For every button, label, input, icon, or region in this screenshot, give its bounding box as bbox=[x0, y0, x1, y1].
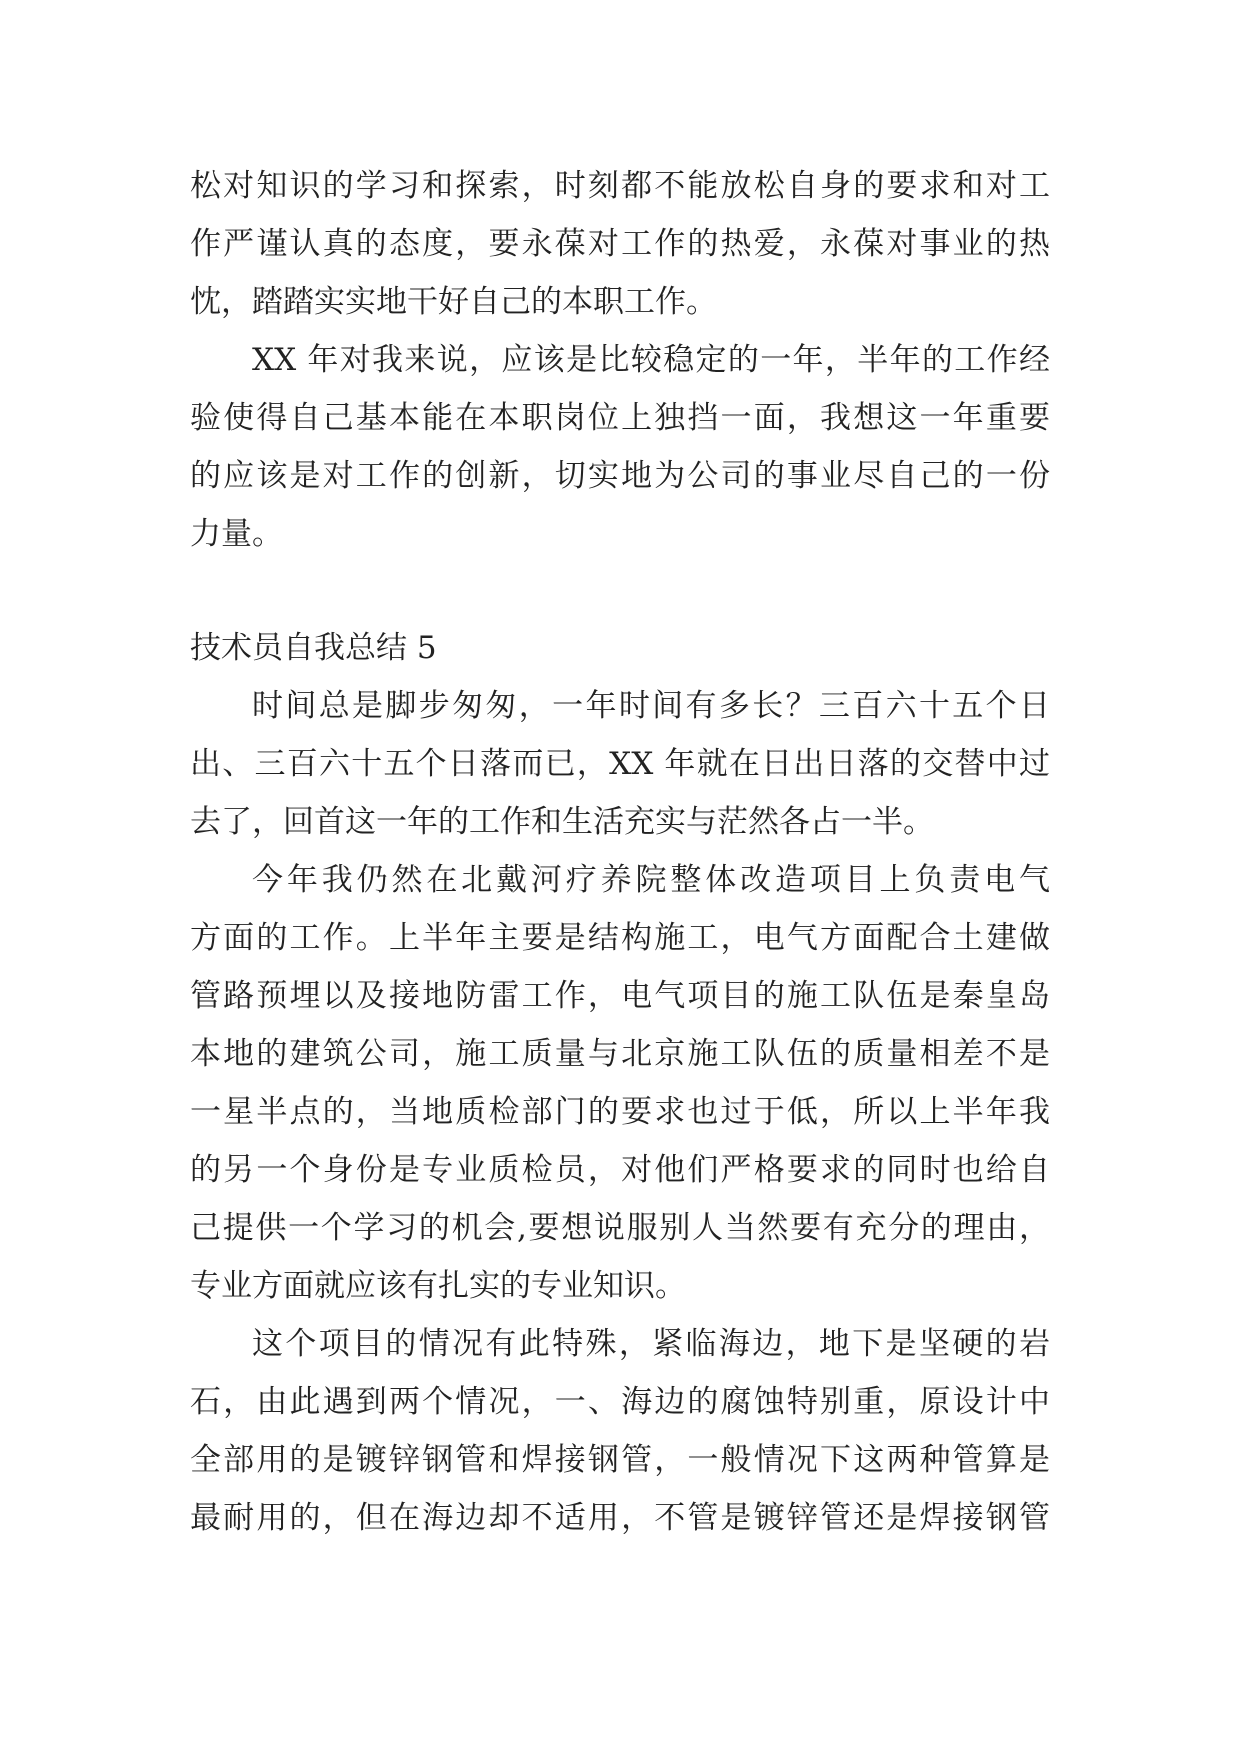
paragraph-line: 己提供一个学习的机会,要想说服别人当然要有充分的理由， bbox=[190, 1210, 1050, 1246]
paragraph-line: 管路预埋以及接地防雷工作，电气项目的施工队伍是秦皇岛 bbox=[190, 978, 1050, 1014]
paragraph-line: 的另一个身份是专业质检员，对他们严格要求的同时也给自 bbox=[190, 1152, 1050, 1188]
paragraph-line: 验使得自己基本能在本职岗位上独挡一面，我想这一年重要 bbox=[190, 400, 1050, 436]
section-spacer bbox=[190, 563, 1050, 619]
paragraph-line: 专业方面就应该有扎实的专业知识。 bbox=[190, 1268, 686, 1304]
paragraph-line: 时间总是脚步匆匆，一年时间有多长？三百六十五个日 bbox=[252, 688, 1050, 724]
paragraph-line: 今年我仍然在北戴河疗养院整体改造项目上负责电气 bbox=[252, 862, 1050, 898]
continuation-paragraph bbox=[190, 157, 1050, 331]
section-heading: 技术员自我总结 5 bbox=[190, 630, 437, 666]
paragraph-5 bbox=[190, 1315, 1050, 1547]
paragraph-line: 作严谨认真的态度，要永葆对工作的热爱，永葆对事业的热 bbox=[190, 226, 1050, 262]
paragraph-line: 去了，回首这一年的工作和生活充实与茫然各占一半。 bbox=[190, 804, 934, 840]
paragraph-line: 这个项目的情况有此特殊，紧临海边，地下是坚硬的岩 bbox=[252, 1326, 1050, 1362]
paragraph-line: 一星半点的，当地质检部门的要求也过于低，所以上半年我 bbox=[190, 1094, 1050, 1130]
paragraph-line: 本地的建筑公司，施工质量与北京施工队伍的质量相差不是 bbox=[190, 1036, 1050, 1072]
paragraph-2 bbox=[190, 331, 1050, 563]
paragraph-line: 全部用的是镀锌钢管和焊接钢管，一般情况下这两种管算是 bbox=[190, 1442, 1050, 1478]
paragraph-line: 最耐用的，但在海边却不适用，不管是镀锌管还是焊接钢管 bbox=[190, 1500, 1050, 1536]
paragraph-4 bbox=[190, 851, 1050, 1315]
document-body bbox=[190, 157, 1050, 1547]
paragraph-line: 的应该是对工作的创新，切实地为公司的事业尽自己的一份 bbox=[190, 458, 1050, 494]
paragraph-line: 石，由此遇到两个情况，一、海边的腐蚀特别重，原设计中 bbox=[190, 1384, 1050, 1420]
paragraph-3 bbox=[190, 677, 1050, 851]
paragraph-line: 力量。 bbox=[190, 516, 283, 552]
paragraph-line: 方面的工作。上半年主要是结构施工，电气方面配合土建做 bbox=[190, 920, 1050, 956]
paragraph-line: 松对知识的学习和探索，时刻都不能放松自身的要求和对工 bbox=[190, 168, 1050, 204]
paragraph-line: 出、三百六十五个日落而已，XX 年就在日出日落的交替中过 bbox=[190, 746, 1050, 782]
paragraph-line: XX 年对我来说，应该是比较稳定的一年，半年的工作经 bbox=[252, 342, 1050, 378]
paragraph-line: 忱，踏踏实实地干好自己的本职工作。 bbox=[190, 284, 717, 320]
